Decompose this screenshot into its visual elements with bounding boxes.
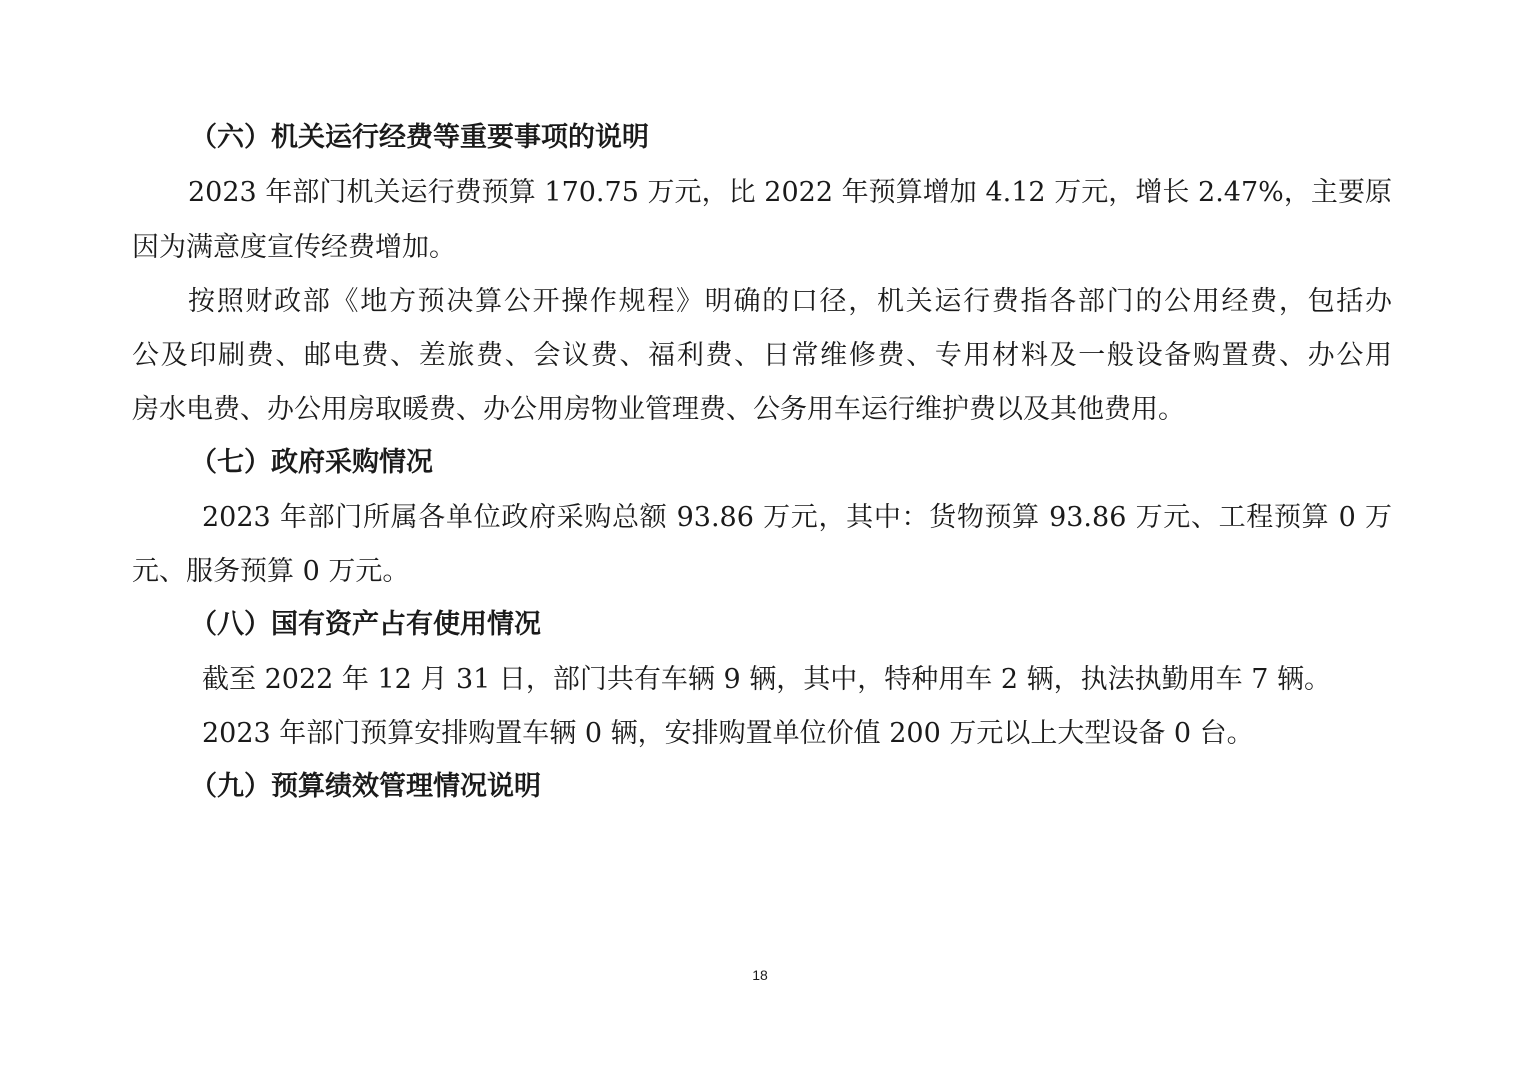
section-heading-6: （六）机关运行经费等重要事项的说明 <box>190 122 649 153</box>
paragraph-line: 公及印刷费、邮电费、差旅费、会议费、福利费、日常维修费、专用材料及一般设备购置费、办公用 <box>132 340 1392 371</box>
section-heading-7: （七）政府采购情况 <box>190 447 433 478</box>
paragraph-line: 截至 2022 年 12 月 31 日，部门共有车辆 9 辆，其中，特种用车 2 辆，执法执勤用车 7 辆。 <box>202 664 1331 695</box>
paragraph-line: 2023 年部门所属各单位政府采购总额 93.86 万元，其中：货物预算 93.86 万元、工程预算 0 万 <box>202 502 1392 533</box>
section-heading-9: （九）预算绩效管理情况说明 <box>190 771 541 802</box>
page-number: 18 <box>752 967 768 983</box>
paragraph-line: 因为满意度宣传经费增加。 <box>132 232 456 263</box>
paragraph-line: 按照财政部《地方预决算公开操作规程》明确的口径，机关运行费指各部门的公用经费，包括办 <box>188 286 1392 317</box>
section-heading-8: （八）国有资产占有使用情况 <box>190 609 541 640</box>
paragraph-line: 房水电费、办公用房取暖费、办公用房物业管理费、公务用车运行维护费以及其他费用。 <box>132 394 1185 425</box>
paragraph-line: 2023 年部门机关运行费预算 170.75 万元，比 2022 年预算增加 4.12 万元，增长 2.47%，主要原 <box>188 177 1392 208</box>
paragraph-line: 2023 年部门预算安排购置车辆 0 辆，安排购置单位价值 200 万元以上大型设备 0 台。 <box>202 718 1254 749</box>
paragraph-line: 元、服务预算 0 万元。 <box>132 556 410 587</box>
